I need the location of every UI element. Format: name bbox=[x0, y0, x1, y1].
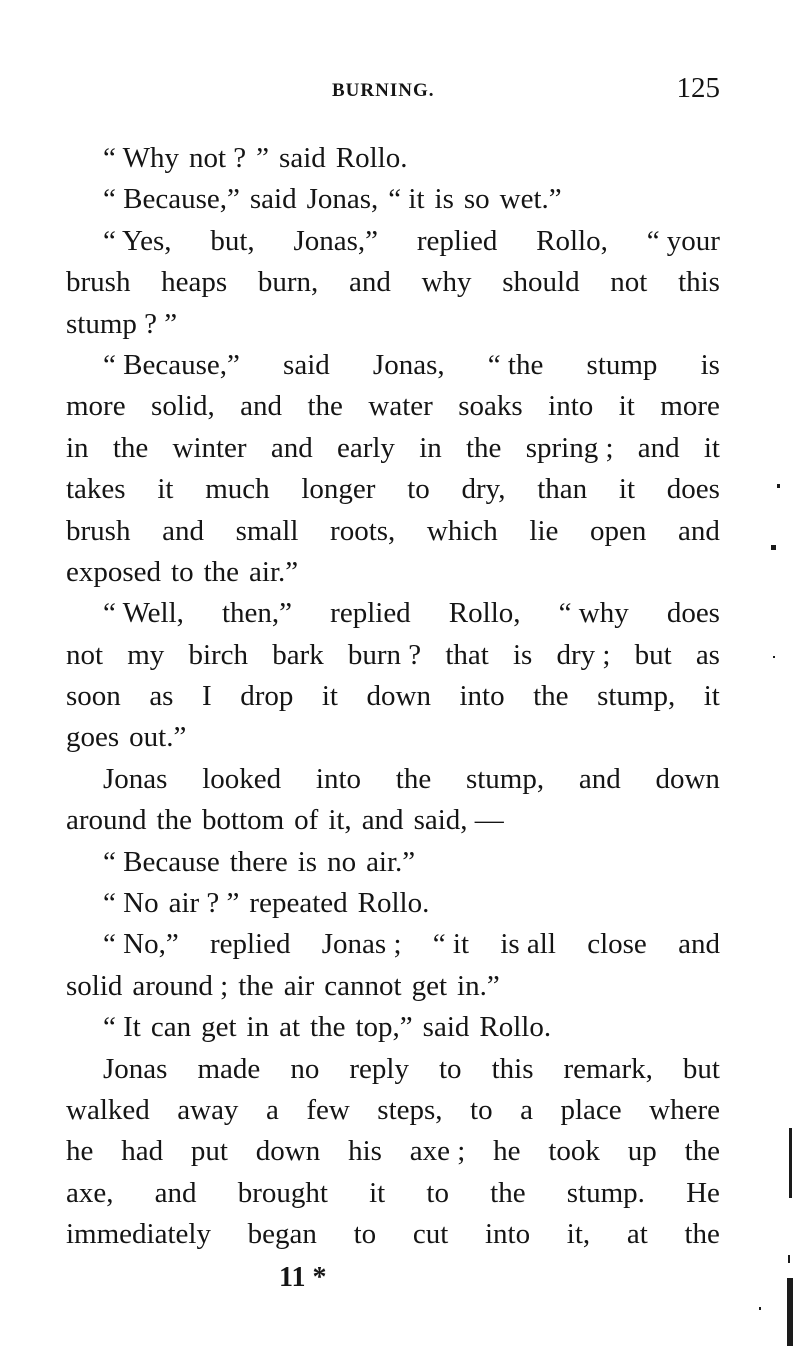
word: it bbox=[618, 390, 635, 423]
word: winter bbox=[172, 431, 247, 464]
text-line bbox=[66, 428, 720, 469]
word: not ? bbox=[188, 142, 247, 174]
word: remark, bbox=[563, 1052, 653, 1085]
word: and bbox=[678, 928, 720, 961]
text-line bbox=[66, 1214, 720, 1255]
word: get bbox=[411, 969, 448, 1002]
text-line bbox=[66, 717, 720, 758]
word: said bbox=[279, 142, 326, 174]
word: as bbox=[695, 638, 720, 671]
word: “ No bbox=[103, 887, 159, 920]
word: Rollo. bbox=[335, 142, 408, 174]
text-line bbox=[66, 1049, 720, 1090]
word: down bbox=[366, 680, 431, 713]
word: dry, bbox=[461, 473, 506, 506]
word: and bbox=[361, 804, 404, 837]
word: took bbox=[548, 1135, 600, 1168]
word: not bbox=[66, 638, 104, 671]
word: it bbox=[157, 473, 174, 506]
word: to bbox=[407, 473, 430, 506]
word: axe, bbox=[66, 1176, 114, 1209]
word: began bbox=[247, 1218, 317, 1251]
word: the bbox=[684, 1135, 720, 1168]
word: Jonas, bbox=[372, 348, 445, 381]
word: should bbox=[502, 266, 580, 299]
word: but bbox=[634, 638, 672, 671]
word: around ; bbox=[132, 969, 229, 1002]
word: and bbox=[154, 1176, 197, 1209]
word: and bbox=[240, 390, 283, 423]
word: away bbox=[177, 1093, 239, 1126]
word: at bbox=[626, 1218, 648, 1251]
word: place bbox=[560, 1093, 622, 1126]
word: water bbox=[368, 390, 433, 423]
word: “ the bbox=[487, 348, 544, 381]
margin-rule bbox=[789, 1128, 792, 1198]
word: up bbox=[627, 1135, 657, 1168]
word: stump, bbox=[465, 762, 545, 795]
word: a bbox=[520, 1093, 533, 1126]
word: lie bbox=[529, 514, 559, 547]
word: and bbox=[637, 431, 680, 464]
word: “ Yes, bbox=[103, 224, 172, 257]
word: than bbox=[537, 473, 588, 506]
word: is bbox=[297, 845, 318, 878]
word: not bbox=[610, 266, 648, 299]
word: is bbox=[512, 638, 533, 671]
word: the bbox=[112, 431, 149, 464]
word: then,” bbox=[222, 597, 293, 630]
word: axe ; bbox=[409, 1135, 466, 1168]
margin-speck bbox=[788, 1255, 790, 1263]
text-line bbox=[66, 1131, 720, 1172]
word: I bbox=[202, 680, 212, 713]
word: his bbox=[348, 1135, 382, 1168]
text-line bbox=[66, 1090, 720, 1131]
word: it bbox=[703, 431, 720, 464]
word: into bbox=[484, 1218, 531, 1251]
word: “ why bbox=[558, 597, 629, 630]
word: but bbox=[682, 1052, 720, 1085]
word: in bbox=[419, 431, 442, 464]
word: he bbox=[66, 1135, 94, 1168]
margin-speck bbox=[777, 484, 780, 488]
word: “ It bbox=[103, 1011, 141, 1044]
word: to bbox=[438, 1052, 462, 1085]
word: soon bbox=[66, 680, 121, 713]
word: top,” bbox=[355, 1011, 413, 1044]
word: it bbox=[321, 680, 338, 713]
word: there bbox=[229, 845, 288, 878]
word: does bbox=[666, 473, 720, 506]
word: Rollo, bbox=[448, 597, 521, 630]
word: bark bbox=[272, 638, 324, 671]
word: in bbox=[66, 431, 89, 464]
word: air.” bbox=[366, 845, 416, 878]
word: “ Because bbox=[103, 845, 220, 878]
word: Rollo. bbox=[479, 1011, 552, 1044]
word: replied bbox=[416, 224, 498, 257]
word: stump, bbox=[597, 680, 676, 713]
word: down bbox=[655, 762, 720, 795]
text-line bbox=[66, 883, 720, 924]
text-line bbox=[66, 386, 720, 427]
word: wet.” bbox=[499, 183, 562, 216]
word: no bbox=[290, 1052, 320, 1085]
word: early bbox=[336, 431, 395, 464]
word: more bbox=[660, 390, 720, 423]
text-line bbox=[66, 676, 720, 717]
word: brush bbox=[66, 514, 131, 547]
word: longer bbox=[301, 473, 376, 506]
word: into bbox=[315, 762, 362, 795]
word: Jonas ; bbox=[321, 928, 402, 961]
text-line bbox=[66, 593, 720, 634]
word: in bbox=[246, 1011, 270, 1044]
word: Jonas bbox=[103, 762, 168, 795]
word: this bbox=[678, 266, 720, 299]
word: no bbox=[327, 845, 357, 878]
margin-speck bbox=[773, 656, 775, 658]
word: it, bbox=[328, 804, 352, 837]
word: “ Because,” bbox=[103, 348, 240, 381]
word: Rollo. bbox=[357, 887, 430, 920]
word: close bbox=[587, 928, 647, 961]
word: is bbox=[434, 183, 454, 216]
word: air ? ” bbox=[168, 887, 240, 920]
word: a bbox=[265, 1093, 279, 1126]
word: open bbox=[590, 514, 647, 547]
word: but, bbox=[210, 224, 255, 257]
word: ” bbox=[256, 142, 270, 174]
word: said, — bbox=[413, 804, 504, 837]
text-line bbox=[66, 842, 720, 883]
word: why bbox=[421, 266, 472, 299]
word: birch bbox=[188, 638, 249, 671]
text-line bbox=[66, 635, 720, 676]
word: drop bbox=[240, 680, 294, 713]
word: solid, bbox=[151, 390, 215, 423]
word: is bbox=[700, 348, 720, 381]
word: cut bbox=[412, 1218, 449, 1251]
word: the bbox=[307, 390, 343, 423]
word: it bbox=[618, 473, 636, 506]
word: Rollo, bbox=[536, 224, 608, 257]
word: this bbox=[491, 1052, 534, 1085]
word: stump bbox=[586, 348, 658, 381]
word: “ it bbox=[388, 183, 425, 216]
word: it, bbox=[566, 1218, 591, 1251]
word: small bbox=[235, 514, 299, 547]
word: the bbox=[466, 431, 502, 464]
signature-mark: 11 * bbox=[279, 1262, 327, 1293]
word: the bbox=[156, 804, 192, 837]
word: soaks bbox=[458, 390, 523, 423]
word: Jonas bbox=[103, 1052, 168, 1085]
word: and bbox=[270, 431, 313, 464]
word: so bbox=[463, 183, 490, 216]
word: get bbox=[201, 1011, 237, 1044]
word: roots, bbox=[330, 514, 396, 547]
word: air bbox=[283, 969, 315, 1002]
word: stump. bbox=[566, 1176, 645, 1209]
word: spring ; bbox=[525, 431, 614, 464]
running-title: BURNING. bbox=[332, 80, 435, 101]
word: the bbox=[533, 680, 569, 713]
text-line bbox=[66, 304, 720, 345]
word: bottom bbox=[201, 804, 285, 837]
text-line bbox=[66, 924, 720, 965]
word: “ Because,” bbox=[103, 183, 240, 216]
word: of bbox=[294, 804, 319, 837]
word: said bbox=[283, 348, 330, 381]
word: where bbox=[649, 1093, 720, 1126]
word: made bbox=[197, 1052, 261, 1085]
text-line bbox=[66, 221, 720, 262]
word: solid bbox=[66, 969, 123, 1002]
word: can bbox=[150, 1011, 192, 1044]
text-line bbox=[66, 1007, 720, 1048]
word: cannot bbox=[324, 969, 402, 1002]
word: Jonas, bbox=[306, 183, 379, 216]
text-line bbox=[66, 262, 720, 303]
word: said bbox=[249, 183, 297, 216]
word: into bbox=[459, 680, 505, 713]
word: to bbox=[426, 1176, 449, 1209]
word: my bbox=[127, 638, 165, 671]
word: it bbox=[369, 1176, 386, 1209]
word: “ your bbox=[646, 224, 720, 257]
running-head bbox=[66, 72, 720, 108]
page-number: 125 bbox=[676, 72, 720, 104]
margin-rule bbox=[787, 1278, 793, 1346]
text-line bbox=[66, 1173, 720, 1214]
word: “ No,” bbox=[103, 928, 179, 961]
word: repeated bbox=[249, 887, 348, 920]
word: brush bbox=[66, 266, 131, 299]
word: heaps bbox=[161, 266, 228, 299]
word: around bbox=[66, 804, 147, 837]
word: said bbox=[422, 1011, 470, 1044]
word: to bbox=[470, 1093, 493, 1126]
word: “ Well, bbox=[103, 597, 184, 630]
word: at bbox=[279, 1011, 301, 1044]
word: steps, bbox=[377, 1093, 443, 1126]
word: stump ? ” bbox=[66, 307, 178, 340]
word: the bbox=[395, 762, 432, 795]
word: put bbox=[190, 1135, 228, 1168]
word: immediately bbox=[66, 1218, 211, 1251]
word: the bbox=[203, 555, 240, 588]
word: replied bbox=[330, 597, 411, 630]
word: air.” bbox=[249, 555, 299, 588]
word: into bbox=[548, 390, 594, 423]
word: and bbox=[578, 762, 621, 795]
word: the bbox=[310, 1011, 346, 1044]
word: exposed bbox=[66, 555, 162, 588]
word: brought bbox=[237, 1176, 328, 1209]
word: He bbox=[686, 1176, 720, 1209]
word: the bbox=[490, 1176, 526, 1209]
text-line bbox=[66, 800, 720, 841]
word: Jonas,” bbox=[293, 224, 379, 257]
word: down bbox=[255, 1135, 321, 1168]
word: goes bbox=[66, 721, 120, 754]
word: out.” bbox=[129, 721, 187, 754]
word: “ it bbox=[432, 928, 470, 961]
word: more bbox=[66, 390, 126, 423]
text-line bbox=[66, 345, 720, 386]
word: much bbox=[205, 473, 270, 506]
word: that bbox=[445, 638, 489, 671]
word: looked bbox=[202, 762, 282, 795]
word: as bbox=[149, 680, 174, 713]
word: which bbox=[426, 514, 498, 547]
margin-speck bbox=[759, 1307, 761, 1310]
word: replied bbox=[209, 928, 291, 961]
word: the bbox=[684, 1218, 720, 1251]
margin-speck bbox=[771, 545, 776, 550]
word: is all bbox=[500, 928, 556, 961]
word: and bbox=[162, 514, 204, 547]
body-text bbox=[66, 138, 720, 1256]
text-line bbox=[66, 759, 720, 800]
word: few bbox=[306, 1093, 350, 1126]
text-line bbox=[66, 469, 720, 510]
word: reply bbox=[349, 1052, 409, 1085]
word: to bbox=[171, 555, 194, 588]
word: and bbox=[678, 514, 720, 547]
word: the bbox=[238, 969, 274, 1002]
word: it bbox=[703, 680, 720, 713]
word: had bbox=[121, 1135, 164, 1168]
word: takes bbox=[66, 473, 126, 506]
word: burn, bbox=[257, 266, 319, 299]
word: in.” bbox=[457, 969, 500, 1002]
text-line bbox=[66, 966, 720, 1007]
word: burn ? bbox=[347, 638, 422, 671]
word: to bbox=[353, 1218, 377, 1251]
text-line bbox=[66, 511, 720, 552]
word: and bbox=[349, 266, 391, 299]
word: he bbox=[493, 1135, 521, 1168]
text-line bbox=[66, 138, 720, 179]
word: walked bbox=[66, 1093, 150, 1126]
word: dry ; bbox=[556, 638, 611, 671]
word: does bbox=[666, 597, 720, 630]
word: “ Why bbox=[103, 142, 179, 174]
text-line bbox=[66, 179, 720, 220]
text-line bbox=[66, 552, 720, 593]
